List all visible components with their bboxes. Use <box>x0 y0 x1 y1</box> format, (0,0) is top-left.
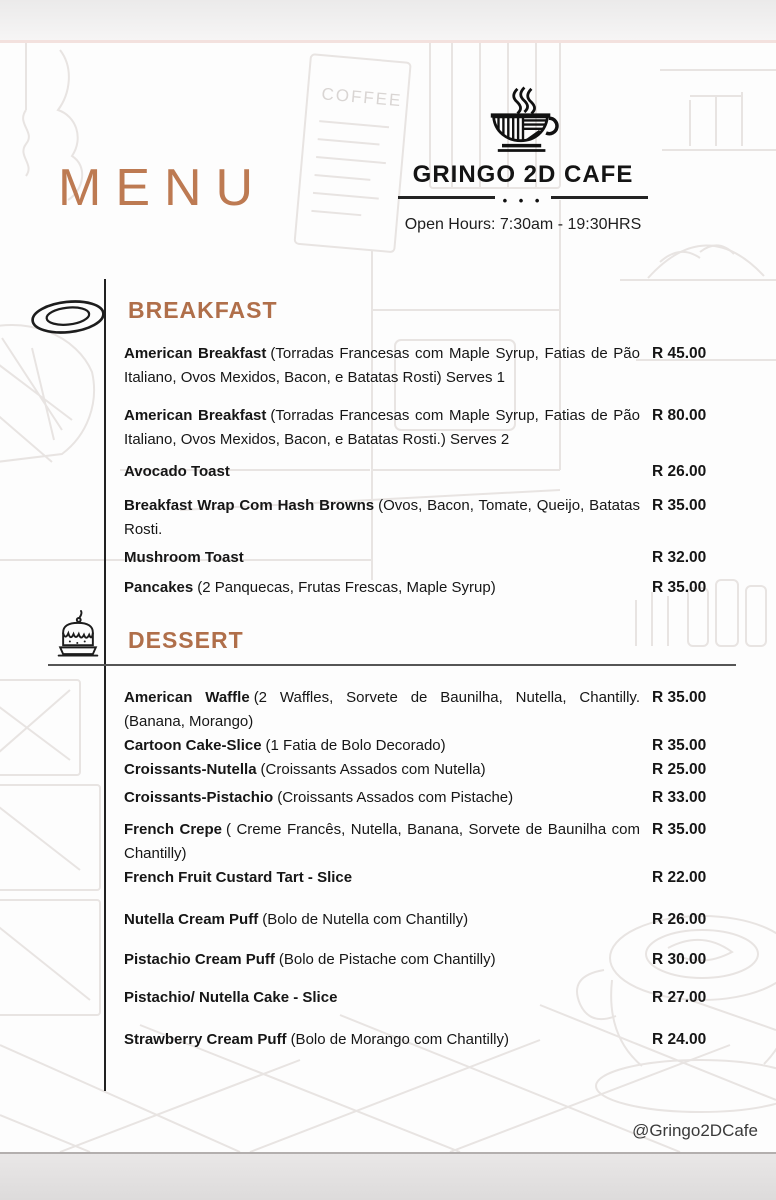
menu-item <box>124 404 728 452</box>
item-text <box>124 908 652 932</box>
item-name: Nutella Cream Puff <box>124 911 259 928</box>
item-text <box>124 494 652 542</box>
menu-item <box>124 986 728 1010</box>
menu-item <box>124 494 728 542</box>
photo-bottom-margin <box>0 1154 776 1200</box>
item-description: (Torradas Francesas com Maple Syrup, Fatias de Pão Italiano, Ovos Mexidos, Bacon, e Batatas Rosti.) Serves 2 <box>124 407 640 448</box>
dessert-divider-line <box>48 664 736 666</box>
social-handle: @Gringo2DCafe <box>632 1121 758 1140</box>
item-name: Avocado Toast <box>124 463 230 480</box>
item-description: (Bolo de Nutella com Chantilly) <box>262 911 469 928</box>
item-text <box>124 576 652 600</box>
item-text <box>124 818 652 866</box>
item-text <box>124 786 652 810</box>
item-text <box>124 460 652 484</box>
item-text <box>124 1028 652 1052</box>
item-description: (2 Panquecas, Frutas Frescas, Maple Syrup) <box>197 579 496 596</box>
item-price: R 26.00 <box>652 463 707 480</box>
menu-item <box>124 734 728 758</box>
menu-item <box>124 546 728 570</box>
item-price: R 35.00 <box>652 821 707 838</box>
brand-block <box>398 86 648 234</box>
menu-item <box>124 948 728 972</box>
cafe-name: GRINGO 2D CAFE <box>412 161 634 188</box>
section-title-dessert: DESSERT <box>128 627 244 653</box>
plate-icon <box>27 293 109 346</box>
item-text <box>124 758 652 782</box>
item-description: (Croissants Assados com Nutella) <box>260 761 486 778</box>
item-name: Croissants-Nutella <box>124 761 257 778</box>
menu-item <box>124 908 728 932</box>
item-name: Breakfast Wrap Com Hash Browns <box>124 497 375 514</box>
item-price: R 32.00 <box>652 549 707 566</box>
item-price: R 35.00 <box>652 689 707 706</box>
item-name: American Waffle <box>124 689 250 706</box>
menu-item <box>124 866 728 890</box>
svg-text:COFFEE: COFFEE <box>320 84 404 111</box>
item-price: R 27.00 <box>652 989 707 1006</box>
item-description: (2 Waffles, Sorvete de Baunilha, Nutella, Chantilly. (Banana, Morango) <box>124 689 640 730</box>
page-top-edge <box>0 40 776 43</box>
item-text <box>124 342 652 390</box>
item-price: R 35.00 <box>652 737 707 754</box>
menu-item <box>124 818 728 866</box>
item-name: Pancakes <box>124 579 194 596</box>
item-description: (Croissants Assados com Pistache) <box>277 789 514 806</box>
underline-right-segment <box>551 196 648 199</box>
item-text <box>124 734 652 758</box>
menu-title: MENU <box>58 159 268 217</box>
item-text <box>124 866 652 890</box>
cake-icon <box>52 610 104 669</box>
item-name: American Breakfast <box>124 407 267 424</box>
item-name: American Breakfast <box>124 345 267 362</box>
menu-item <box>124 576 728 600</box>
menu-item <box>124 460 728 484</box>
item-description: ( Creme Francês, Nutella, Banana, Sorvete de Baunilha com Chantilly) <box>124 821 640 862</box>
item-name: Cartoon Cake-Slice <box>124 737 262 754</box>
menu-item <box>124 1028 728 1052</box>
left-vertical-rule <box>104 279 106 1091</box>
item-price: R 24.00 <box>652 1031 707 1048</box>
item-name: Pistachio/ Nutella Cake - Slice <box>124 989 338 1006</box>
section-title-breakfast: BREAKFAST <box>128 297 278 323</box>
item-price: R 25.00 <box>652 761 707 778</box>
item-price: R 33.00 <box>652 789 707 806</box>
item-text <box>124 948 652 972</box>
item-price: R 80.00 <box>652 407 707 424</box>
menu-item <box>124 686 728 734</box>
item-price: R 35.00 <box>652 497 707 514</box>
item-name: French Crepe <box>124 821 222 838</box>
menu-item <box>124 786 728 810</box>
item-price: R 35.00 <box>652 579 707 596</box>
item-description: (Torradas Francesas com Maple Syrup, Fatias de Pão Italiano, Ovos Mexidos, Bacon, e Batatas Rosti) Serves 1 <box>124 345 640 386</box>
item-description: (Bolo de Morango com Chantilly) <box>290 1031 509 1048</box>
three-dots-divider: • • • <box>502 193 544 208</box>
brand-underline <box>398 190 648 208</box>
dessert-item-list <box>124 686 728 1052</box>
open-hours: Open Hours: 7:30am - 19:30HRS <box>404 216 642 233</box>
underline-left-segment <box>398 196 495 199</box>
photo-top-margin <box>0 0 776 40</box>
breakfast-item-list <box>124 342 728 600</box>
item-name: French Fruit Custard Tart - Slice <box>124 869 353 886</box>
item-price: R 45.00 <box>652 345 707 362</box>
item-description: (Ovos, Bacon, Tomate, Queijo, Batatas Rosti. <box>124 497 640 538</box>
item-description: (1 Fatia de Bolo Decorado) <box>265 737 446 754</box>
item-text <box>124 986 652 1010</box>
item-text <box>124 404 652 452</box>
item-price: R 26.00 <box>652 911 707 928</box>
coffee-cup-icon <box>481 86 565 157</box>
item-name: Pistachio Cream Puff <box>124 951 275 968</box>
menu-item <box>124 758 728 782</box>
item-text <box>124 686 652 734</box>
item-price: R 22.00 <box>652 869 707 886</box>
item-name: Mushroom Toast <box>124 549 244 566</box>
item-price: R 30.00 <box>652 951 707 968</box>
item-name: Strawberry Cream Puff <box>124 1031 287 1048</box>
item-description: (Bolo de Pistache com Chantilly) <box>278 951 496 968</box>
item-text <box>124 546 652 570</box>
item-name: Croissants-Pistachio <box>124 789 274 806</box>
menu-item <box>124 342 728 390</box>
